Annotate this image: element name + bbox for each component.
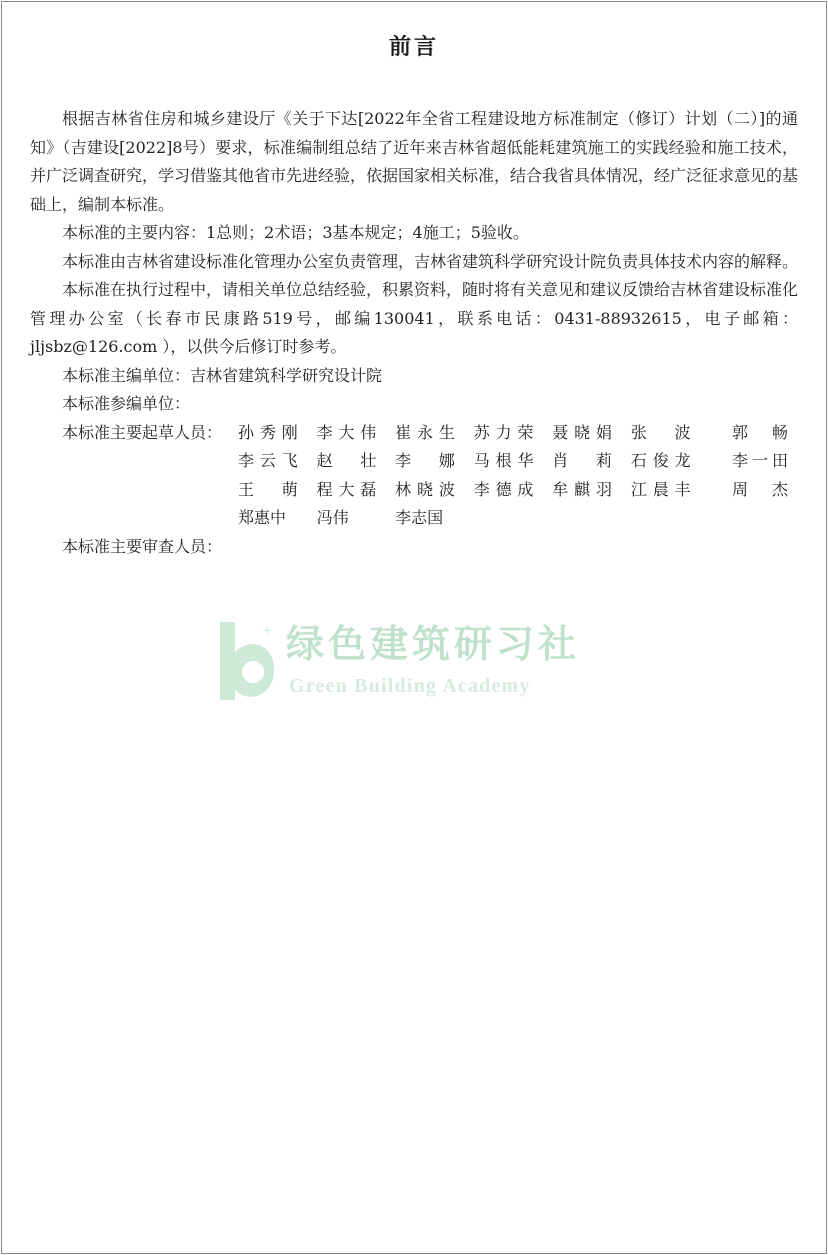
- drafter-name: 李志国: [395, 508, 444, 527]
- watermark: [214, 616, 594, 706]
- drafter-name: 聂晓娟: [552, 422, 612, 442]
- drafter-name: 李一田: [732, 451, 788, 470]
- drafter-name: 李大伟: [316, 422, 377, 442]
- preface-body: [30, 105, 798, 561]
- drafter-name: 牟麒羽: [552, 479, 612, 499]
- drafter-name: 李云飞: [238, 451, 298, 470]
- paragraph-feedback: 本标准在执行过程中，请相关单位总结经验，积累资料，随时将有关意见和建议反馈给吉林省建设标准化管理办公室（长春市民康路519号，邮编130041，联系电话：0431-88932615，电子邮箱：jljsbz@126.com ），以供今后修订时参考。: [30, 280, 799, 356]
- drafters-block: [30, 419, 798, 533]
- drafter-name: 孙秀刚: [238, 422, 298, 442]
- page-title: 前言: [388, 35, 439, 60]
- drafter-name: 李德成: [473, 479, 534, 499]
- drafter-name: 马根华: [473, 451, 534, 470]
- document-page: [1, 1, 827, 1254]
- drafters-list: [238, 419, 788, 533]
- co-editor-units: 本标准参编单位：: [62, 394, 191, 413]
- drafter-name: 郑惠中: [238, 508, 287, 527]
- svg-text:+: +: [262, 623, 273, 637]
- paragraph-contents: 本标准的主要内容：1总则；2术语；3基本规定；4施工；5验收。: [62, 223, 529, 242]
- paragraph-management: 本标准由吉林省建设标准化管理办公室负责管理，吉林省建筑科学研究设计院负责具体技术内容的解释。: [62, 251, 799, 271]
- drafter-name: 赵壮: [316, 451, 377, 470]
- chief-editor-unit: 本标准主编单位：吉林省建筑科学研究设计院: [62, 365, 383, 385]
- drafter-name: 肖莉: [552, 451, 612, 470]
- watermark-english-text: Green Building Academy: [289, 675, 531, 697]
- drafter-name: 郭畅: [732, 422, 788, 442]
- green-building-logo-icon: [218, 620, 276, 702]
- watermark-chinese-text: 绿色建筑研习社: [286, 621, 581, 666]
- drafter-name: 石俊龙: [630, 451, 691, 470]
- drafter-name: 周杰: [732, 479, 788, 499]
- drafter-name: 张波: [630, 422, 691, 442]
- drafter-name: 江晨丰: [630, 479, 691, 499]
- drafter-name: 冯伟: [316, 508, 349, 527]
- drafter-name: 李娜: [395, 451, 455, 470]
- drafter-name: 崔永生: [395, 422, 455, 442]
- reviewers-label: 本标准主要审查人员：: [62, 536, 223, 556]
- paragraph-basis: 根据吉林省住房和城乡建设厅《关于下达[2022年全省工程建设地方标准制定（修订）计划（二）]的通知》（吉建设[2022]8号）要求，标准编制组总结了近年来吉林省超低能耗建筑施工的实践经验和施工技术，并广泛调查研究，学习借鉴其他省市先进经验，依据国家相关标准，结合我省具体情况，经广泛征求意见的基础上，编制本标准。: [30, 109, 799, 214]
- drafters-label: 本标准主要起草人员：: [62, 422, 223, 442]
- drafter-name: 程大磊: [316, 479, 377, 499]
- drafter-name: 苏力荣: [473, 422, 534, 442]
- drafter-name: 林晓波: [395, 479, 455, 499]
- drafter-name: 王萌: [238, 479, 298, 499]
